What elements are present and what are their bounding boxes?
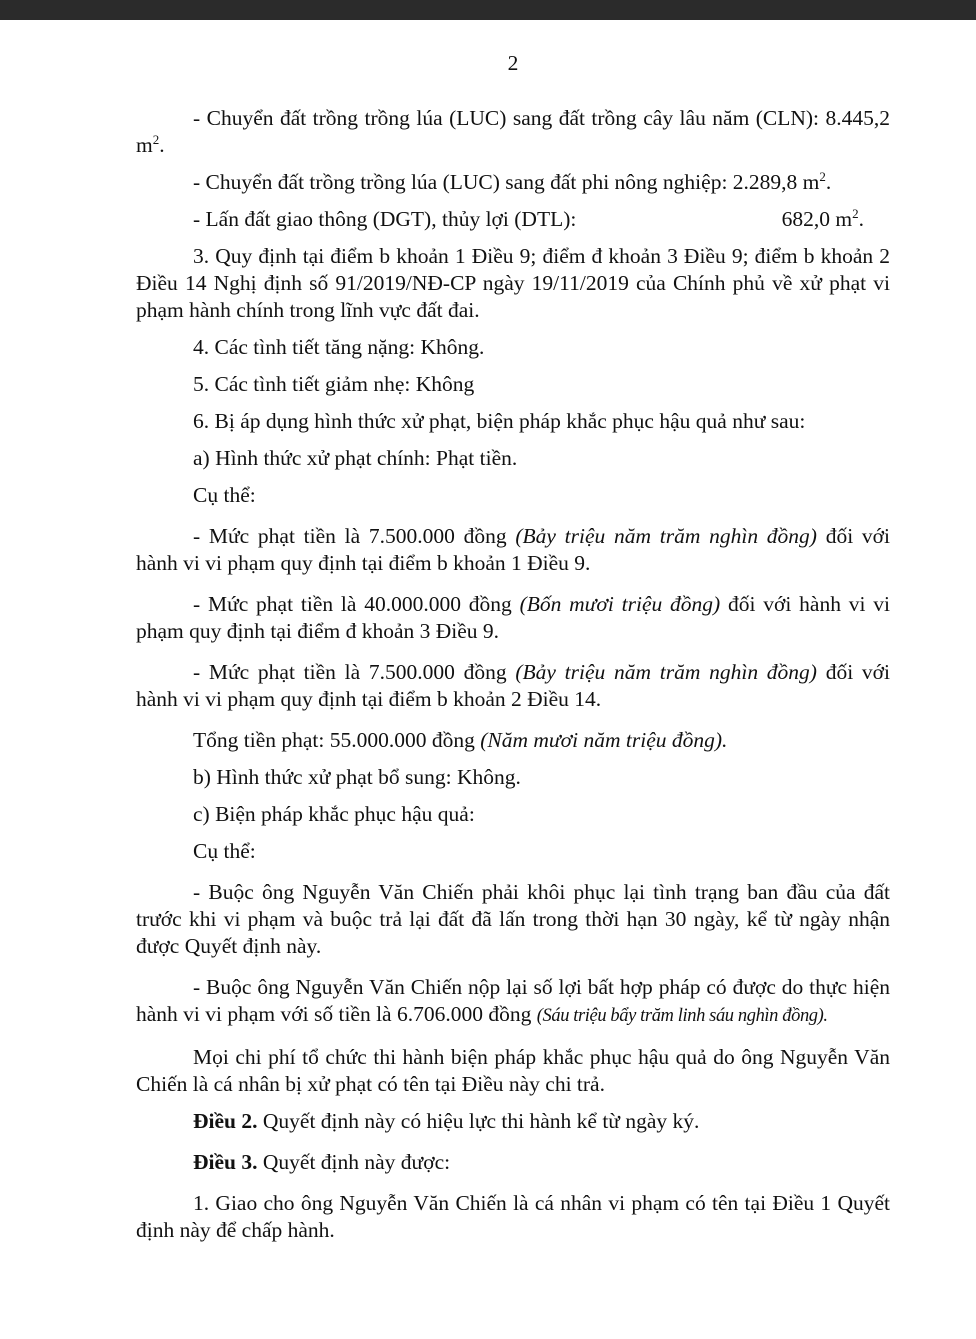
window-top-bar [0, 0, 976, 20]
remedy-2: - Buộc ông Nguyễn Văn Chiến nộp lại số lợi bất hợp pháp có được do thực hiện hành vi vi phạm với số tiền là 6.706.000 đồng (Sáu triệu bẩy trăm linh sáu nghìn đồng). [136, 975, 890, 1026]
costs-clause: Mọi chi phí tổ chức thi hành biện pháp khắc phục hậu quả do ông Nguyễn Văn Chiến là cá nhân bị xử phạt có tên tại Điều này chi trả. [136, 1045, 890, 1096]
total-fine: Tổng tiền phạt: 55.000.000 đồng (Năm mươi năm triệu đồng). [193, 728, 728, 752]
document-page [136, 20, 890, 1244]
article-3: Điều 3. Quyết định này được: [193, 1150, 451, 1174]
article-3-item-1: 1. Giao cho ông Nguyễn Văn Chiến là cá nhân vi phạm có tên tại Điều 1 Quyết định này để chấp hành. [136, 1191, 890, 1242]
land-conversion-cln: - Chuyển đất trồng trồng lúa (LUC) sang đất trồng cây lâu năm (CLN): 8.445,2 $m^2$. [136, 106, 890, 157]
specifics-label-2: Cụ thể: [193, 839, 256, 863]
encroachment-value: 682,0 $m^2$. [781, 205, 864, 231]
page-number: 2 [507, 51, 519, 75]
item-6a-main-penalty: a) Hình thức xử phạt chính: Phạt tiền. [193, 446, 518, 470]
item-6b-additional-penalty: b) Hình thức xử phạt bổ sung: Không. [193, 765, 521, 789]
fine-1: - Mức phạt tiền là 7.500.000 đồng (Bảy triệu năm trăm nghìn đồng) đối với hành vi vi phạm quy định tại điểm b khoản 1 Điều 9. [136, 524, 891, 575]
remedy-1: - Buộc ông Nguyễn Văn Chiến phải khôi phục lại tình trạng ban đầu của đất trước khi vi phạm và buộc trả lại đất đã lấn trong thời hạn 30 ngày, kể từ ngày nhận được Quyết định này. [136, 880, 890, 958]
article-2: Điều 2. Quyết định này có hiệu lực thi hành kể từ ngày ký. [193, 1109, 700, 1133]
item-5-mitigating: 5. Các tình tiết giảm nhẹ: Không [193, 372, 475, 396]
encroachment-label: - Lấn đất giao thông (DGT), thủy lợi (DTL): [193, 207, 577, 231]
item-4-aggravating: 4. Các tình tiết tăng nặng: Không. [193, 335, 485, 359]
item-6-penalties: 6. Bị áp dụng hình thức xử phạt, biện pháp khắc phục hậu quả như sau: [193, 409, 806, 433]
fine-3: - Mức phạt tiền là 7.500.000 đồng (Bảy triệu năm trăm nghìn đồng) đối với hành vi vi phạm quy định tại điểm b khoản 2 Điều 14. [136, 660, 891, 711]
land-encroachment-row [136, 206, 890, 233]
item-3-regulation: 3. Quy định tại điểm b khoản 1 Điều 9; điểm đ khoản 3 Điều 9; điểm b khoản 2 Điều 14 Nghị định số 91/2019/NĐ-CP ngày 19/11/2019 của Chính phủ về xử phạt vi phạm hành chính trong lĩnh vực đất đai. [136, 244, 890, 322]
land-conversion-non-agri: - Chuyển đất trồng trồng lúa (LUC) sang đất phi nông nghiệp: 2.289,8 $m^2$. [193, 168, 832, 194]
item-6c-remedies: c) Biện pháp khắc phục hậu quả: [193, 802, 475, 826]
fine-2: - Mức phạt tiền là 40.000.000 đồng (Bốn mươi triệu đồng) đối với hành vi vi phạm quy định tại điểm đ khoản 3 Điều 9. [136, 592, 890, 643]
specifics-label-1: Cụ thể: [193, 483, 256, 507]
